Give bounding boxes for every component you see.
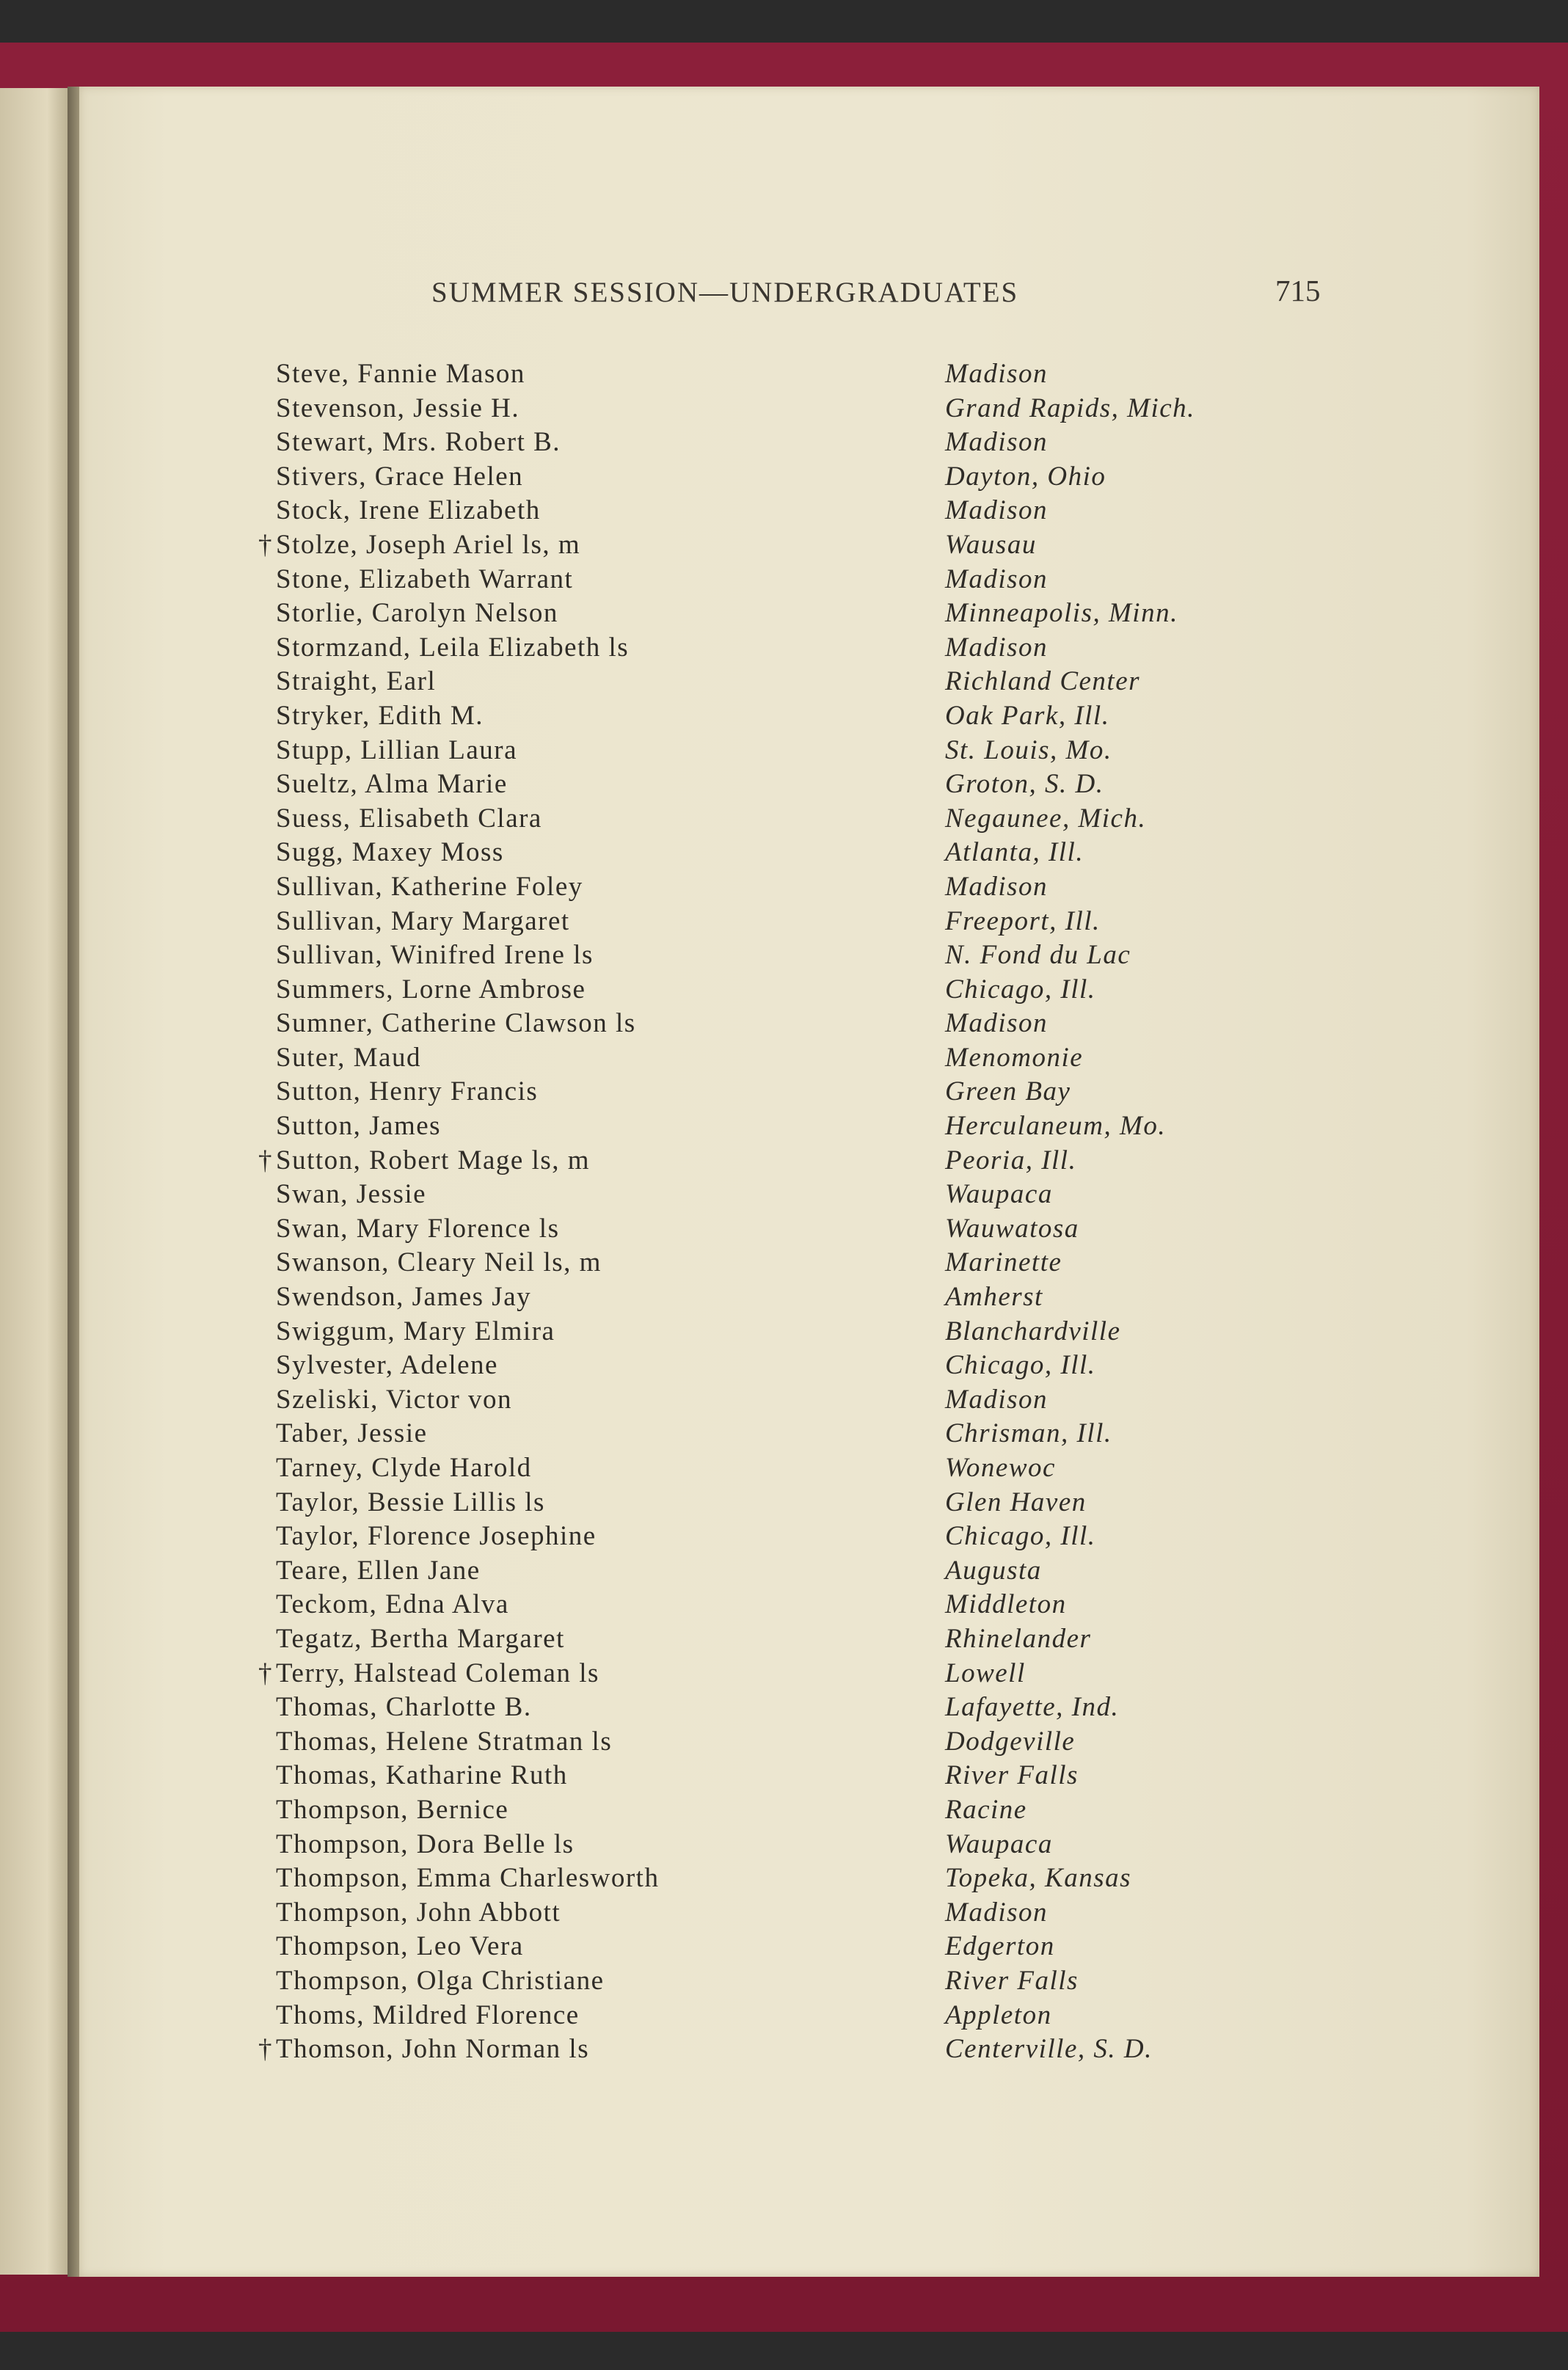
student-name: Stivers, Grace Helen: [276, 461, 524, 492]
list-item: [0, 700, 1568, 734]
hometown: Waupaca: [945, 1179, 1053, 1210]
list-item: [0, 974, 1568, 1008]
list-item: [0, 1110, 1568, 1145]
list-item: [0, 393, 1568, 427]
list-item: [0, 632, 1568, 666]
hometown: Appleton: [945, 1999, 1052, 2030]
list-item: [0, 1760, 1568, 1794]
list-item: [0, 1452, 1568, 1487]
hometown: Madison: [945, 564, 1048, 594]
hometown: Edgerton: [945, 1931, 1055, 1962]
student-name: Thompson, Bernice: [276, 1794, 509, 1825]
student-name: Stone, Elizabeth Warrant: [276, 564, 574, 594]
student-name: Thompson, Leo Vera: [276, 1931, 524, 1962]
student-name: Tegatz, Bertha Margaret: [276, 1623, 565, 1654]
student-name: Thompson, Emma Charlesworth: [276, 1863, 660, 1894]
hometown: Dodgeville: [945, 1726, 1076, 1757]
list-item: [0, 1862, 1568, 1897]
list-item: [0, 905, 1568, 940]
student-name: Suess, Elisabeth Clara: [276, 803, 542, 834]
student-name: Swiggum, Mary Elmira: [276, 1316, 555, 1346]
student-name: Taylor, Bessie Lillis ls: [276, 1487, 545, 1517]
list-item: [0, 495, 1568, 529]
hometown: Amherst: [945, 1282, 1043, 1313]
list-item: [0, 939, 1568, 974]
hometown: Rhinelander: [945, 1623, 1092, 1654]
list-item: [0, 734, 1568, 769]
list-item: [0, 836, 1568, 871]
student-name: Sullivan, Mary Margaret: [276, 905, 570, 936]
hometown: Wonewoc: [945, 1453, 1056, 1483]
hometown: River Falls: [945, 1760, 1079, 1791]
list-item: [0, 1897, 1568, 1931]
list-item: [0, 529, 1568, 564]
hometown: Oak Park, Ill.: [945, 700, 1110, 731]
student-name: Stupp, Lillian Laura: [276, 734, 518, 765]
student-name: Stormzand, Leila Elizabeth ls: [276, 632, 630, 663]
dagger-mark: †: [258, 1658, 272, 1688]
hometown: Chicago, Ill.: [945, 1350, 1096, 1381]
student-name: Sutton, Henry Francis: [276, 1076, 539, 1107]
student-name: Swendson, James Jay: [276, 1282, 532, 1313]
list-item: [0, 1999, 1568, 2034]
list-item: [0, 1281, 1568, 1316]
student-name: Sylvester, Adelene: [276, 1350, 498, 1381]
list-item: [0, 1726, 1568, 1760]
hometown: Green Bay: [945, 1076, 1071, 1107]
hometown: Madison: [945, 1384, 1048, 1415]
dagger-mark: †: [258, 529, 272, 560]
list-item: [0, 1658, 1568, 1692]
list-item: [0, 358, 1568, 393]
list-item: [0, 1384, 1568, 1418]
hometown: Chicago, Ill.: [945, 974, 1096, 1004]
hometown: Peoria, Ill.: [945, 1145, 1077, 1175]
list-item: [0, 1042, 1568, 1076]
list-item: [0, 1794, 1568, 1828]
hometown: Richland Center: [945, 666, 1141, 697]
hometown: Menomonie: [945, 1042, 1084, 1073]
list-item: [0, 1930, 1568, 1965]
list-item: [0, 1247, 1568, 1281]
hometown: Madison: [945, 495, 1048, 526]
student-name: Stock, Irene Elizabeth: [276, 495, 541, 526]
list-item: [0, 1007, 1568, 1042]
hometown: Topeka, Kansas: [945, 1863, 1132, 1894]
hometown: Blanchardville: [945, 1316, 1121, 1346]
hometown: Atlanta, Ill.: [945, 837, 1084, 868]
page-number: 715: [1275, 274, 1321, 307]
student-name: Sueltz, Alma Marie: [276, 769, 508, 800]
student-name: Tarney, Clyde Harold: [276, 1453, 532, 1483]
list-item: [0, 426, 1568, 461]
hometown: Wausau: [945, 529, 1037, 560]
student-name: Suter, Maud: [276, 1042, 421, 1073]
dagger-mark: †: [258, 1145, 272, 1175]
hometown: Wauwatosa: [945, 1213, 1079, 1244]
student-name: Taber, Jessie: [276, 1418, 428, 1449]
hometown: Madison: [945, 632, 1048, 663]
student-name: Terry, Halstead Coleman ls: [276, 1658, 599, 1688]
list-item: [0, 1145, 1568, 1179]
student-name: Swanson, Cleary Neil ls, m: [276, 1247, 602, 1278]
hometown: Waupaca: [945, 1828, 1053, 1859]
student-name: Sullivan, Winifred Irene ls: [276, 940, 594, 971]
student-name: Teckom, Edna Alva: [276, 1589, 509, 1620]
list-item: [0, 564, 1568, 598]
list-item: [0, 1828, 1568, 1863]
student-name: Sutton, Robert Mage ls, m: [276, 1145, 591, 1175]
hometown: Lowell: [945, 1658, 1026, 1688]
student-name: Thomson, John Norman ls: [276, 2034, 590, 2065]
student-name: Storlie, Carolyn Nelson: [276, 598, 558, 629]
student-name: Szeliski, Victor von: [276, 1384, 513, 1415]
hometown: Chrisman, Ill.: [945, 1418, 1112, 1449]
hometown: Madison: [945, 871, 1048, 902]
list-item: [0, 1520, 1568, 1555]
list-item: [0, 1589, 1568, 1623]
hometown: Centerville, S. D.: [945, 2034, 1153, 2065]
student-name: Straight, Earl: [276, 666, 437, 697]
hometown: Herculaneum, Mo.: [945, 1111, 1167, 1142]
hometown: N. Fond du Lac: [945, 940, 1131, 971]
student-name: Sullivan, Katherine Foley: [276, 871, 583, 902]
list-item: [0, 1555, 1568, 1589]
student-name: Taylor, Florence Josephine: [276, 1521, 597, 1552]
student-name: Thomas, Charlotte B.: [276, 1692, 532, 1723]
list-item: [0, 768, 1568, 803]
hometown: Lafayette, Ind.: [945, 1692, 1120, 1723]
hometown: Freeport, Ill.: [945, 905, 1101, 936]
hometown: Glen Haven: [945, 1487, 1087, 1517]
student-name: Stewart, Mrs. Robert B.: [276, 427, 561, 458]
list-item: [0, 1178, 1568, 1213]
hometown: Racine: [945, 1794, 1027, 1825]
student-name: Thompson, Olga Christiane: [276, 1965, 605, 1996]
list-item: [0, 1076, 1568, 1110]
list-item: [0, 1487, 1568, 1521]
hometown: St. Louis, Mo.: [945, 734, 1112, 765]
student-name: Sumner, Catherine Clawson ls: [276, 1008, 636, 1039]
student-name: Thomas, Helene Stratman ls: [276, 1726, 613, 1757]
student-name: Thoms, Mildred Florence: [276, 1999, 580, 2030]
student-name: Thomas, Katharine Ruth: [276, 1760, 568, 1791]
page-header: [0, 271, 1568, 316]
list-item: [0, 1349, 1568, 1384]
list-item: [0, 1965, 1568, 1999]
hometown: Augusta: [945, 1555, 1042, 1586]
hometown: River Falls: [945, 1965, 1079, 1996]
hometown: Madison: [945, 1008, 1048, 1039]
hometown: Chicago, Ill.: [945, 1521, 1096, 1552]
list-item: [0, 871, 1568, 905]
hometown: Dayton, Ohio: [945, 461, 1106, 492]
student-name: Swan, Jessie: [276, 1179, 427, 1210]
list-item: [0, 1623, 1568, 1658]
list-item: [0, 666, 1568, 700]
list-item: [0, 2033, 1568, 2068]
hometown: Minneapolis, Minn.: [945, 598, 1178, 629]
list-item: [0, 1691, 1568, 1726]
hometown: Madison: [945, 1897, 1048, 1928]
student-name: Summers, Lorne Ambrose: [276, 974, 586, 1004]
student-name: Sutton, James: [276, 1111, 442, 1142]
list-item: [0, 803, 1568, 837]
student-name: Sugg, Maxey Moss: [276, 837, 504, 868]
student-name: Thompson, John Abbott: [276, 1897, 561, 1928]
hometown: Marinette: [945, 1247, 1062, 1278]
list-item: [0, 1316, 1568, 1350]
student-name: Stevenson, Jessie H.: [276, 393, 520, 423]
student-name: Teare, Ellen Jane: [276, 1555, 481, 1586]
dagger-mark: †: [258, 2034, 272, 2065]
student-name: Swan, Mary Florence ls: [276, 1213, 560, 1244]
list-item: [0, 597, 1568, 632]
list-item: [0, 1213, 1568, 1247]
student-name: Steve, Fannie Mason: [276, 359, 525, 389]
hometown: Madison: [945, 427, 1048, 458]
hometown: Madison: [945, 359, 1048, 389]
list-item: [0, 461, 1568, 495]
hometown: Groton, S. D.: [945, 769, 1104, 800]
hometown: Negaunee, Mich.: [945, 803, 1147, 834]
hometown: Middleton: [945, 1589, 1067, 1620]
hometown: Grand Rapids, Mich.: [945, 393, 1195, 423]
student-name: Stolze, Joseph Ariel ls, m: [276, 529, 581, 560]
running-title: SUMMER SESSION—UNDERGRADUATES: [431, 277, 1019, 308]
student-name: Stryker, Edith M.: [276, 700, 484, 731]
student-list: [0, 358, 1568, 2068]
list-item: [0, 1418, 1568, 1452]
student-name: Thompson, Dora Belle ls: [276, 1828, 575, 1859]
